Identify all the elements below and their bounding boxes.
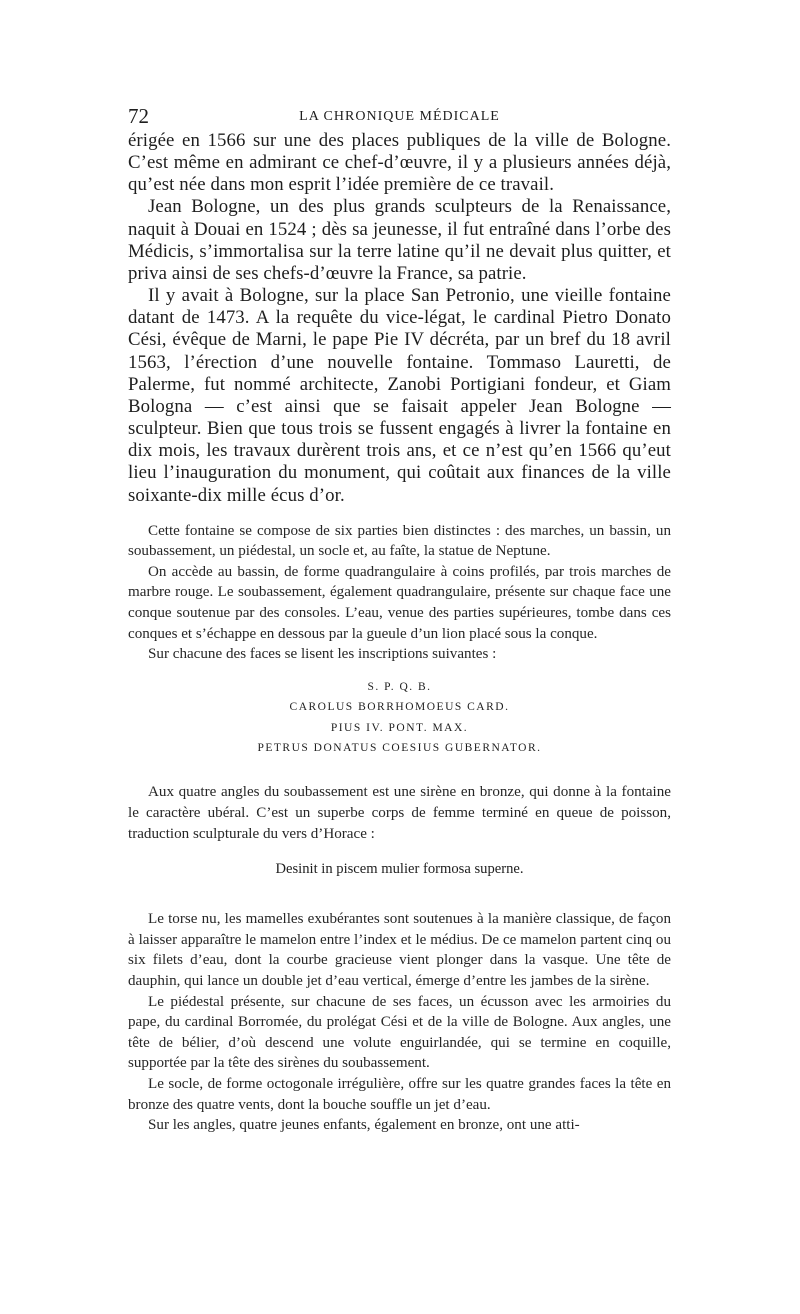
paragraph: On accède au bassin, de forme quadrangulaire à coins profilés, par trois marches de marbre rouge. Le soubassement, également quadrangulaire, présente sur chaque face une conque soutenue par des consoles. L’eau, venue des parties supérieures, tombe dans ces conques et s’échappe en dessous par la gueule d’un lion placé sous la conque. (128, 563, 671, 642)
latin-quote: Desinit in piscem mulier formosa superne. (275, 861, 524, 878)
running-title: LA CHRONIQUE MÉDICALE (299, 109, 500, 124)
inscription-line: S. P. Q. B. (367, 680, 432, 693)
paragraph: Le torse nu, les mamelles exubérantes sont soutenues à la manière classique, de façon à laisser apparaître le mamelon entre l’index et le médius. De ce mamelon partent cinq ou six filets d’eau, dont la courbe gracieuse vient plonger dans la vasque. Une tête de dauphin, qui lance un double jet d’eau vertical, émerge d’entre les jambes de la sirène. (128, 911, 671, 989)
inscription-line: CAROLUS BORRHOMOEUS CARD. (289, 701, 510, 714)
page (128, 104, 671, 1136)
description-text (128, 782, 671, 1135)
main-text (128, 130, 671, 507)
paragraph: Le socle, de forme octogonale irrégulière, offre sur les quatre grandes faces la tête en bronze des quatre vents, dont la bouche souffle un jet d’eau. (128, 1075, 671, 1113)
paragraph: Jean Bologne, un des plus grands sculpteurs de la Renaissance, naquit à Douai en 1524 ; dès sa jeunesse, il fut entraîné dans l’orbe des Médicis, s’immortalisa sur la terre latine qu’il ne devait plus quitter, et priva ainsi de ses chefs-d’œuvre la France, sa patrie. (128, 196, 671, 284)
paragraph: Sur les angles, quatre jeunes enfants, également en bronze, ont une atti- (148, 1117, 580, 1134)
inscription-block (128, 677, 671, 759)
inscription-line: PETRUS DONATUS COESIUS GUBERNATOR. (257, 742, 542, 755)
page-number: 72 (128, 104, 149, 128)
paragraph: Aux quatre angles du soubassement est une sirène en bronze, qui donne à la fontaine le caractère ubéral. C’est un superbe corps de femme terminé en queue de poisson, traduction sculpturale du vers d’Horace : (128, 784, 671, 842)
paragraph: Sur chacune des faces se lisent les inscriptions suivantes : (148, 646, 497, 663)
paragraph: Le piédestal présente, sur chacune de ses faces, un écusson avec les armoiries du pape, du cardinal Borromée, du prolégat Cési et de la ville de Bologne. Aux angles, une tête de bélier, d’où descend une volute enguirlandée, qui se termine en coquille, supportée par la tête des sirènes du soubassement. (128, 993, 671, 1072)
description-text (128, 521, 671, 665)
inscription-line: PIUS IV. PONT. MAX. (330, 721, 469, 734)
paragraph: Cette fontaine se compose de six parties bien distinctes : des marches, un bassin, un soubassement, un piédestal, un socle et, au faîte, la statue de Neptune. (128, 522, 671, 560)
paragraph: érigée en 1566 sur une des places publiques de la ville de Bologne. C’est même en admirant ce chef-d’œuvre, il y a plusieurs années déjà, qu’est née dans mon esprit l’idée première de ce travail. (128, 130, 671, 196)
paragraph: Il y avait à Bologne, sur la place San Petronio, une vieille fontaine datant de 1473. A la requête du vice-légat, le cardinal Pietro Donato Cési, évêque de Marni, le pape Pie IV décréta, par un bref du 18 avril 1563, l’érection d’une nouvelle fontaine. Tommaso Lauretti, de Palerme, fut nommé architecte, Zanobi Portigiani fondeur, et Giam Bologna — c’est ainsi que se faisait appeler Jean Bologne — sculpteur. Bien que tous trois se fussent engagés à livrer la fontaine en dix mois, les travaux durèrent trois ans, et ce n’est qu’en 1566 qu’eut lieu l’inauguration du monument, qui coûtait aux finances de la ville soixante-dix mille écus d’or. (128, 285, 671, 506)
page-header (128, 104, 671, 130)
